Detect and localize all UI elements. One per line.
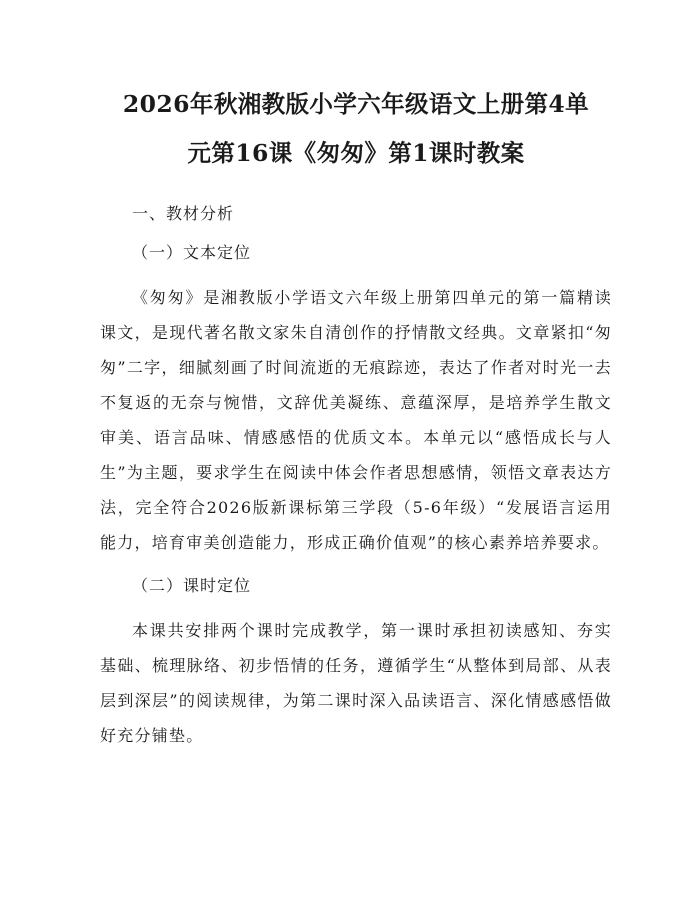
paragraph-lesson-positioning: 本课共安排两个课时完成教学，第一课时承担初读感知、夯实基础、梳理脉络、初步悟情的任务，遵循学生“从整体到局部、从表层到深层”的阅读规律，为第二课时深入品读语言、深化情感感悟做好充分铺垫。 [100, 621, 612, 745]
document-title-line-1: 2026年秋湘教版小学六年级语文上册第4单 [122, 90, 590, 118]
subsection-heading-text-positioning: （一）文本定位 [132, 243, 252, 262]
paragraph-text-positioning: 《匆匆》是湘教版小学语文六年级上册第四单元的第一篇精读课文，是现代著名散文家朱自清创作的抒情散文经典。文章紧扣“匆匆”二字，细腻刻画了时间流逝的无痕踪迹，表达了作者对时光一去不复返的无奈与惋惜，文辞优美凝练、意蕴深厚，是培养学生散文审美、语言品味、情感感悟的优质文本。本单元以“感悟成长与人生”为主题，要求学生在阅读中体会作者思想感情，领悟文章表达方法，完全符合2026版新课标第三学段（5-6年级）“发展语言运用能力，培育审美创造能力，形成正确价值观”的核心素养培养要求。 [100, 288, 612, 552]
subsection-heading-lesson-positioning: （二）课时定位 [132, 576, 252, 595]
section-heading-materials-analysis: 一、教材分析 [132, 204, 235, 223]
document-title-line-2: 元第16课《匆匆》第1课时教案 [187, 139, 525, 167]
document-title [100, 80, 612, 178]
